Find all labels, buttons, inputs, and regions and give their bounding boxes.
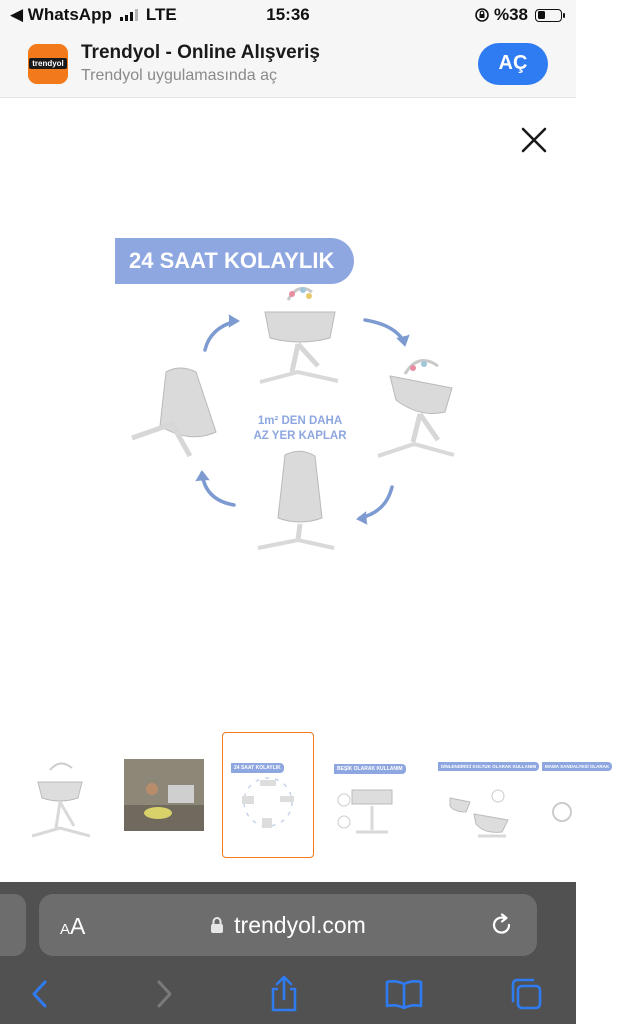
safari-bottom-bar: [0, 882, 576, 1024]
thumbnail-strip: [0, 730, 610, 860]
cellular-signal-icon: [120, 9, 138, 21]
orientation-lock-icon: [474, 7, 490, 23]
safari-toolbar: [0, 970, 576, 1020]
url-text[interactable]: trendyol.com: [234, 911, 366, 938]
app-banner-subtitle: Trendyol uygulamasında aç: [81, 67, 277, 84]
close-icon[interactable]: [516, 122, 552, 158]
previous-tab-peek[interactable]: [0, 894, 26, 956]
product-illustration[interactable]: [100, 230, 480, 570]
share-button[interactable]: [264, 974, 304, 1014]
thumbnail-4[interactable]: BEŞİK OLARAK KULLANIM: [326, 732, 418, 858]
back-button[interactable]: [20, 974, 60, 1014]
bookmarks-button[interactable]: [384, 974, 424, 1014]
tabs-button[interactable]: [506, 974, 546, 1014]
share-icon: [268, 975, 300, 1013]
tabs-icon: [508, 976, 544, 1012]
cradle-mode-image: [378, 361, 454, 456]
thumbnail-2[interactable]: [118, 732, 210, 858]
back-to-app-link[interactable]: ◀ WhatsApp: [10, 5, 112, 24]
network-type: LTE: [145, 5, 177, 24]
forward-button[interactable]: [144, 974, 184, 1014]
battery-icon: [535, 9, 562, 22]
thumbnail-6[interactable]: MAMA SANDALYESİ OLARAK: [534, 732, 626, 858]
trendyol-logo-icon: trendyol: [28, 44, 68, 84]
smart-app-banner: [0, 30, 576, 98]
recliner-mode-image: [132, 368, 216, 456]
hero-banner-title: 24 SAAT KOLAYLIK: [115, 238, 354, 284]
battery-percentage: %38: [493, 5, 528, 24]
app-banner-title: Trendyol - Online Alışveriş: [81, 42, 320, 63]
bassinet-mode-image: [260, 287, 338, 382]
address-bar[interactable]: [39, 894, 537, 956]
bookmarks-icon: [384, 978, 424, 1010]
text-size-button[interactable]: AA: [60, 913, 86, 939]
highchair-mode-image: [258, 451, 334, 548]
clock: 15:36: [266, 5, 310, 24]
thumbnail-5[interactable]: DİNLENDİRİCİ KOLTUK OLARAK KULLANIM: [430, 732, 522, 858]
forward-icon: [154, 979, 174, 1009]
thumbnail-1[interactable]: [14, 732, 106, 858]
hero-center-caption: 1m² DEN DAHA AZ YER KAPLAR: [253, 415, 347, 442]
thumbnail-3-selected[interactable]: 24 SAAT KOLAYLIK: [222, 732, 314, 858]
back-icon: [30, 979, 50, 1009]
status-bar: [0, 0, 576, 30]
open-app-button[interactable]: AÇ: [478, 43, 548, 85]
lock-icon: [210, 916, 224, 934]
reload-icon[interactable]: [489, 912, 515, 938]
